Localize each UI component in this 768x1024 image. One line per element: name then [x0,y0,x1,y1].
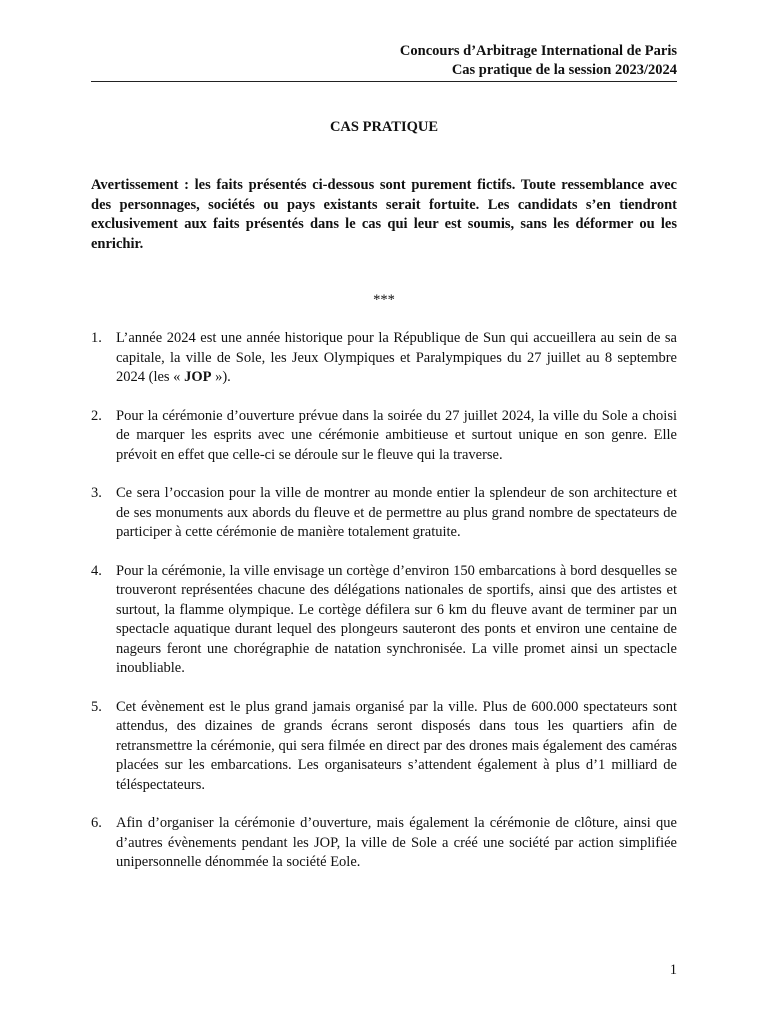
paragraph-number: 3. [91,485,102,501]
page-number: 1 [669,962,677,978]
numbered-paragraph-list [91,329,677,892]
document-title: CAS PRATIQUE [329,119,439,135]
paragraph-number: 5. [91,698,102,715]
section-separator: *** [373,292,395,308]
paragraph-5 [91,698,677,796]
paragraph-number: 4. [91,562,102,579]
paragraph-text: Afin d’organiser la cérémonie d’ouverture, mais également la cérémonie de clôture, ainsi que d’autres évènements pendant les JOP, la ville de Sole a créé une société par action simplifiée unipersonnelle dénommée la société Eole. [116,815,677,870]
paragraph-4 [91,562,677,679]
disclaimer-paragraph: Avertissement : les faits présentés ci-dessous sont purement fictifs. Toute ressemblance avec des personnages, sociétés ou pays existants serait fortuite. Les candidats s’en tiendront exclusivement aux faits présentés dans le cas qui leur est soumis, sans les déformer ou les enrichir. [91,177,677,252]
paragraph-number: 2. [91,407,102,424]
competition-name: Concours d’Arbitrage International de Paris [399,43,677,59]
paragraph-number: 6. [91,815,102,831]
paragraph-2 [91,407,677,466]
paragraph-number: 1. [91,330,102,346]
paragraph-text: Ce sera l’occasion pour la ville de montrer au monde entier la splendeur de son architecture et de ses monuments aux abords du fleuve et de permettre au plus grand nombre de spectateurs de participer à cette cérémonie de manière totalement gratuite. [116,485,677,540]
document-header [91,42,677,80]
paragraph-1 [91,329,677,388]
paragraph-text: Pour la cérémonie, la ville envisage un cortège d’environ 150 embarcations à bord desquelles se trouveront représentées chacune des délégations nationales de sportifs, ainsi que des artistes et surtout, la flamme olympique. Le cortège défilera sur 6 km du fleuve avant de terminer par un spectacle aquatique durant lequel des plongeurs sauteront des ponts et environ une centaine de nageurs feront une chorégraphie de natation synchronisée. La ville promet ainsi un spectacle inoubliable. [116,562,677,676]
session-name: Cas pratique de la session 2023/2024 [451,62,677,78]
paragraph-3 [91,484,677,543]
paragraph-text: Pour la cérémonie d’ouverture prévue dans la soirée du 27 juillet 2024, la ville du Sole a choisi de marquer les esprits avec une cérémonie ambitieuse et surtout unique en son genre. Elle prévoit en effet que celle-ci se déroule sur le fleuve qui la traverse. [116,407,677,463]
paragraph-text: Cet évènement est le plus grand jamais organisé par la ville. Plus de 600.000 spectateurs sont attendus, des dizaines de grands écrans seront disposés dans tous les quartiers afin de retransmettre la cérémonie, qui sera filmée en direct par des drones mais également des caméras placées sur les embarcations. Les organisateurs s’attendent également à plus d’1 milliard de téléspectateurs. [116,698,677,793]
header-divider [91,81,677,82]
paragraph-text: L’année 2024 est une année historique pour la République de Sun qui accueillera au sein de sa capitale, la ville de Sole, les Jeux Olympiques et Paralympiques du 27 juillet au 8 septembre 2024 (les « JOP »). [116,330,677,385]
paragraph-6 [91,814,677,873]
defined-term: JOP [184,369,212,385]
